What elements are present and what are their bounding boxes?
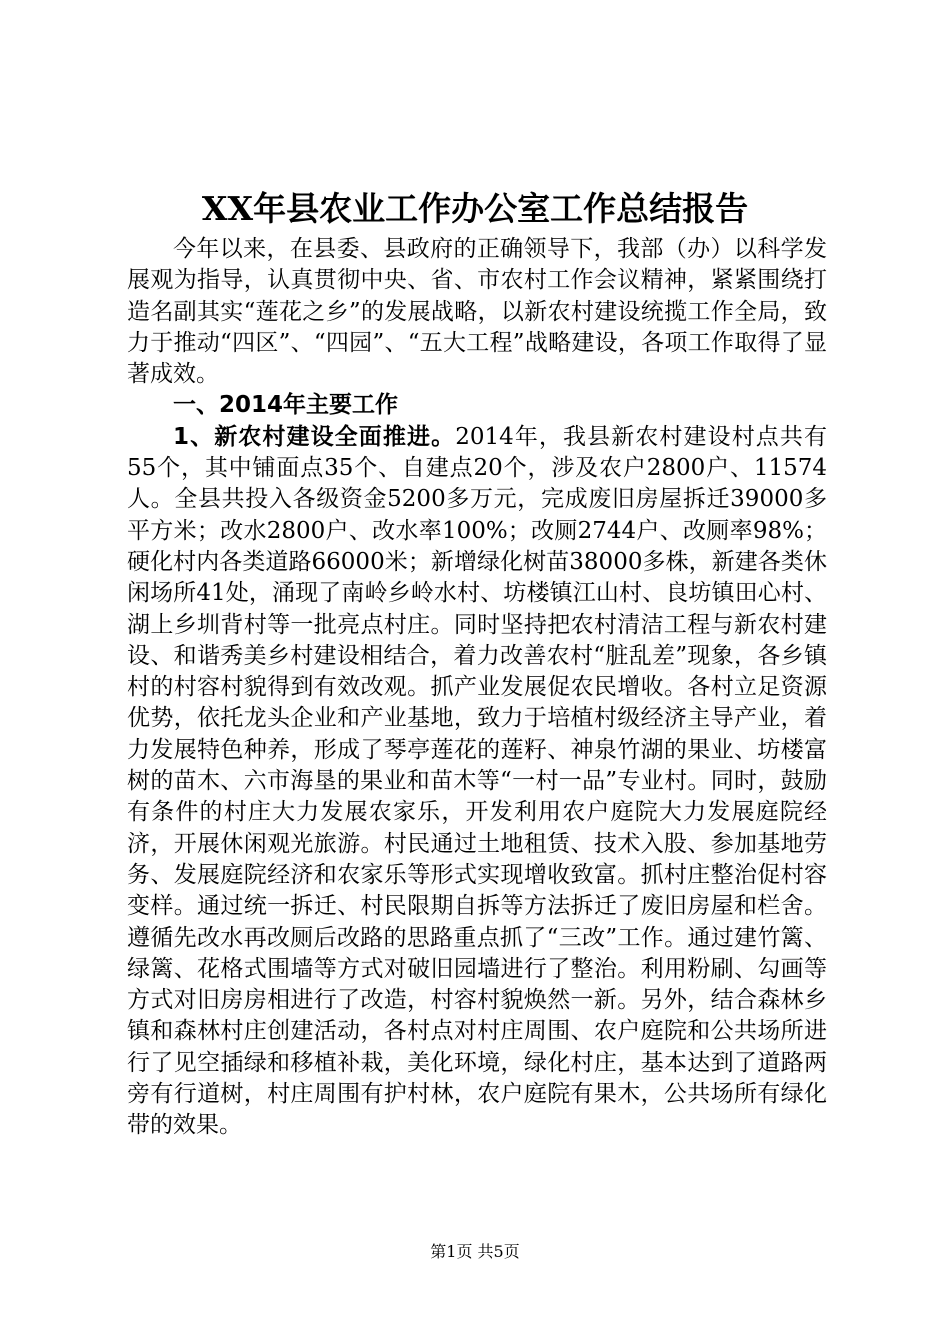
item-paragraph [127,422,827,1142]
section-heading: 一、2014年主要工作 [173,392,399,419]
document-body [127,234,827,1142]
item-body: 2014年，我县新农村建设村点共有55个，其中铺面点35个、自建点20个，涉及农户2800户、11574人。全县共投入各级资金5200多万元，完成废旧房屋拆迁39000多平方米；改水2800户、改水率100%；改厕2744户、改厕率98%；硬化村内各类道路66000米；新增绿化树苗38000多株，新建各类休闲场所41处，涌现了南岭乡岭水村、坊楼镇江山村、良坊镇田心村、湖上乡圳背村等一批亮点村庄。同时坚持把农村清洁工程与新农村建设、和谐秀美乡村建设相结合，着力改善农村“脏乱差”现象，各乡镇村的村容村貌得到有效改观。抓产业发展促农民增收。各村立足资源优势，依托龙头企业和产业基地，致力于培植村级经济主导产业，着力发展特色种养，形成了琴亭莲花的莲籽、神泉竹湖的果业、坊楼富树的苗木、六市海垦的果业和苗木等“一村一品”专业村。同时，鼓励有条件的村庄大力发展农家乐，开发利用农户庭院大力发展庭院经济，开展休闲观光旅游。村民通过土地租赁、技术入股、参加基地劳务、发展庭院经济和农家乐等形式实现增收致富。抓村庄整治促村容变样。通过统一拆迁、村民限期自拆等方法拆迁了废旧房屋和栏舍。遵循先改水再改厕后改路的思路重点抓了“三改”工作。通过建竹篱、绿篱、花格式围墙等方式对破旧园墙进行了整治。利用粉刷、勾画等方式对旧房房相进行了改造，村容村貌焕然一新。另外，结合森林乡镇和森林村庄创建活动，各村点对村庄周围、农户庭院和公共场所进行了见空插绿和移植补栽，美化环境，绿化村庄，基本达到了道路两旁有行道树，村庄周围有护村林，农户庭院有果木，公共场所有绿化带的效果。 [127,423,827,1139]
document-title: XX年县农业工作办公室工作总结报告 [201,189,749,228]
page-footer: 第1页 共5页 [430,1242,520,1261]
intro-paragraph: 今年以来，在县委、县政府的正确领导下，我部（办）以科学发展观为指导，认真贯彻中央、省、市农村工作会议精神，紧紧围绕打造名副其实“莲花之乡”的发展战略，以新农村建设统揽工作全局，致力于推动“四区”、“四园”、“五大工程”战略建设，各项工作取得了显著成效。 [127,236,827,388]
item-lead: 1、新农村建设全面推进。 [173,423,456,450]
